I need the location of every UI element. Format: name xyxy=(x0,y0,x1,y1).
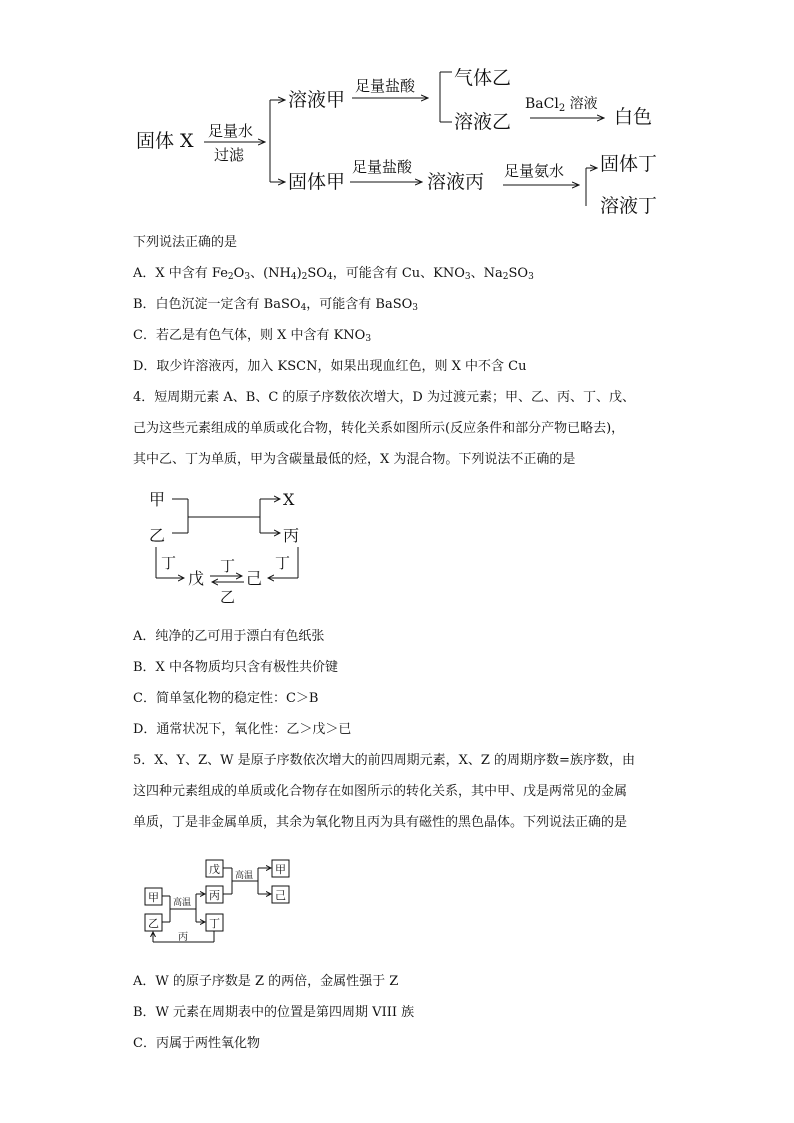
solution-ding-label: 溶液丁 xyxy=(600,195,658,217)
q5-gaowen-bottom-label: 高温 xyxy=(173,898,192,908)
white-label: 白色 xyxy=(614,106,653,128)
q3-option-b: B．白色沉淀一定含有 BaSO$_4$，可能含有 BaSO$_3$ xyxy=(133,297,419,313)
q4-yi-label: 乙 xyxy=(149,526,166,545)
solid-ding-label: 固体丁 xyxy=(600,153,658,175)
q3-option-d: D．取少许溶液丙，加入 KSCN，如果出现血红色，则 X 中不含 Cu xyxy=(133,359,527,374)
q4-yi-bottom-label: 乙 xyxy=(220,588,236,606)
q4-stem-line-3: 其中乙、丁为单质，甲为含碳量最低的烃，X 为混合物。下列说法不正确的是 xyxy=(133,452,576,467)
q4-ding-mid-label: 丁 xyxy=(220,557,236,575)
q5-jia-right-box: 甲 xyxy=(275,863,286,876)
flowchart-solid-x xyxy=(130,60,670,220)
q4-jia-label: 甲 xyxy=(149,490,166,509)
q4-option-b: B．X 中各物质均只含有极性共价键 xyxy=(133,660,338,675)
q4-stem-line-1: 4．短周期元素 A、B、C 的原子序数依次增大，D 为过渡元素；甲、乙、丙、丁、戊、 xyxy=(133,390,635,405)
q4-stem-line-2: 己为这些元素组成的单质或化合物，转化关系如图所示(反应条件和部分产物已略去)， xyxy=(133,421,625,436)
q4-conversion-diagram xyxy=(140,485,320,610)
solid-x-label: 固体 X xyxy=(136,130,194,152)
solid-jia-label: 固体甲 xyxy=(288,171,346,193)
bacl2-label: BaCl$_2$ 溶液 xyxy=(525,96,598,114)
q5-stem-line-3: 单质，丁是非金属单质，其余为氧化物且丙为具有磁性的黑色晶体。下列说法正确的是 xyxy=(133,815,628,830)
q5-conversion-diagram xyxy=(140,854,300,949)
step1-top-label: 足量水 xyxy=(208,122,254,140)
q5-wu-box: 戊 xyxy=(209,863,220,876)
q5-yi-box: 乙 xyxy=(148,917,159,930)
q4-option-c: C．简单氢化物的稳定性：C＞B xyxy=(133,691,319,706)
q5-bing-top-box: 丙 xyxy=(209,889,220,902)
ammonia-label: 足量氨水 xyxy=(504,162,565,180)
q4-option-a: A．纯净的乙可用于漂白有色纸张 xyxy=(133,629,325,644)
q5-option-b: B．W 元素在周期表中的位置是第四周期 VIII 族 xyxy=(133,1005,415,1020)
q5-ji-box: 己 xyxy=(275,889,286,902)
solution-jia-label: 溶液甲 xyxy=(288,89,346,111)
q4-ding-left-label: 丁 xyxy=(161,554,177,572)
hcl-label-2: 足量盐酸 xyxy=(352,158,413,176)
q5-gaowen-top-label: 高温 xyxy=(235,871,254,881)
q5-stem-line-1: 5．X、Y、Z、W 是原子序数依次增大的前四周期元素，X、Z 的周期序数=族序数，由 xyxy=(133,753,635,768)
q4-ding-right-label: 丁 xyxy=(275,554,291,572)
q5-bing-bottom-label: 丙 xyxy=(178,932,188,943)
gas-yi-label: 气体乙 xyxy=(454,67,512,89)
q4-bing-label: 丙 xyxy=(283,526,300,545)
q5-stem-line-2: 这四种元素组成的单质或化合物存在如图所示的转化关系，其中甲、戊是两常见的金属 xyxy=(133,784,628,799)
q5-jia-left-box: 甲 xyxy=(148,891,159,904)
q3-option-c: C．若乙是有色气体，则 X 中含有 $KNO_3$ xyxy=(133,328,372,344)
hcl-label-1: 足量盐酸 xyxy=(355,77,416,95)
q3-stem: 下列说法正确的是 xyxy=(133,235,238,250)
q5-option-a: A．W 的原子序数是 Z 的两倍，金属性强于 Z xyxy=(133,974,399,989)
q5-ding-box: 丁 xyxy=(209,917,220,930)
q4-x-label: X xyxy=(283,490,295,509)
solution-yi-label: 溶液乙 xyxy=(454,111,512,133)
q5-option-c: C．丙属于两性氧化物 xyxy=(133,1036,260,1051)
q4-wu-label: 戊 xyxy=(188,569,205,588)
q4-option-d: D．通常状况下，氧化性：乙＞戊＞已 xyxy=(133,722,352,737)
step1-bottom-label: 过滤 xyxy=(214,146,245,164)
solution-bing-label: 溶液丙 xyxy=(427,171,485,193)
q4-ji-label: 己 xyxy=(246,569,263,588)
q3-option-a: A．X 中含有 $Fe_2O_3$、$(NH_4)_2SO_4$，可能含有 Cu、$KNO_3$、$Na_2SO_3$ xyxy=(133,266,534,282)
